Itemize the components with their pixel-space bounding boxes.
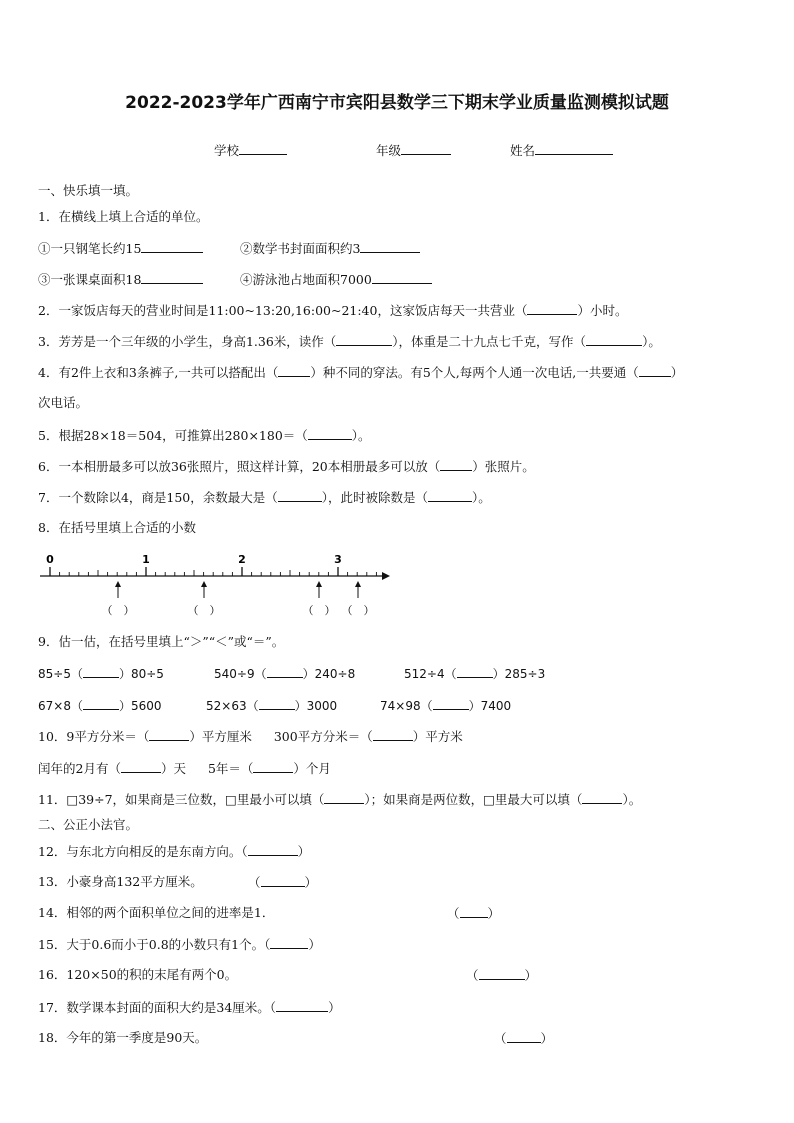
grade-field[interactable]	[376, 141, 451, 159]
arrow-4	[355, 581, 361, 598]
tick-label-3: 3	[334, 553, 342, 566]
q7-a: 7．一个数除以4，商是150，余数最大是（	[38, 490, 278, 505]
q4-b: ）种不同的穿法。有5个人,每两个人通一次电话,一共要通（	[310, 365, 639, 380]
q3-blank-1[interactable]	[336, 333, 392, 346]
q16-blank[interactable]	[479, 967, 525, 980]
q10-a: 10．9平方分米＝（	[38, 729, 150, 744]
q8-stem: 8．在括号里填上合适的小数	[38, 520, 196, 535]
q11-c: ）。	[622, 792, 642, 807]
q9-right: ）3000	[294, 699, 338, 713]
q11-blank-2[interactable]	[582, 791, 622, 804]
school-label: 学校	[214, 143, 240, 158]
name-field[interactable]	[510, 141, 613, 159]
q2-end: ）小时。	[577, 303, 628, 318]
q10-blank-3[interactable]	[121, 760, 161, 773]
q10-b: ）平方厘米	[189, 729, 252, 744]
q1-a: ①一只钢笔长约15	[38, 241, 142, 256]
q9-left: 52×63（	[206, 699, 259, 713]
q4-a: 4．有2件上衣和3条裤子,一共可以搭配出（	[38, 365, 279, 380]
q12-b: ）	[297, 844, 311, 859]
q15	[38, 936, 321, 953]
q5	[38, 427, 371, 444]
name-blank[interactable]	[535, 142, 613, 155]
q9-item	[404, 665, 545, 682]
q5-a: 5．根据28×18＝504，可推算出280×180＝（	[38, 428, 308, 443]
q10-f: ）天	[160, 761, 186, 776]
q14	[38, 905, 274, 921]
q6-blank[interactable]	[440, 458, 472, 471]
q9-left: 540÷9（	[214, 667, 267, 681]
q3-a: 3．芳芳是一个三年级的小学生，身高1.36米，读作（	[38, 334, 337, 349]
answer-paren-3[interactable]: （ ）	[302, 604, 336, 617]
q10-blank-1[interactable]	[149, 728, 189, 741]
arrow-3	[316, 581, 322, 598]
q10-blank-2[interactable]	[373, 728, 413, 741]
tick-label-2: 2	[238, 553, 246, 566]
q12-a: 12．与东北方向相反的是东南方向。（	[38, 844, 248, 859]
q1-c: ③一张课桌面积18	[38, 272, 142, 287]
q13-blank[interactable]	[261, 874, 305, 887]
q15-blank[interactable]	[270, 936, 308, 949]
q3-blank-2[interactable]	[586, 333, 642, 346]
q9-left: 67×8（	[38, 699, 83, 713]
q18-blank[interactable]	[507, 1030, 541, 1043]
q9-right: ）7400	[468, 699, 512, 713]
number-line-ticks	[50, 567, 376, 576]
q9-blank[interactable]	[83, 665, 119, 678]
answer-paren-4[interactable]: （ ）	[341, 604, 375, 617]
q9-blank[interactable]	[433, 697, 469, 710]
q9-right: ）240÷8	[302, 667, 356, 681]
q2-blank[interactable]	[527, 302, 577, 315]
q14-blank[interactable]	[460, 905, 488, 918]
q9-item	[206, 697, 337, 714]
q9-left: 85÷5（	[38, 667, 83, 681]
q7-b: ），此时被除数是（	[321, 490, 429, 505]
q7	[38, 489, 491, 506]
q15-a: 15．大于0.6而小于0.8的小数只有1个。（	[38, 937, 271, 952]
q1-d: ④游泳池占地面积7000	[240, 272, 372, 287]
q1-row-1	[38, 240, 203, 257]
q13	[38, 874, 203, 890]
q14-answer[interactable]: （ ）	[447, 906, 501, 921]
q3-c: ）。	[642, 334, 661, 349]
q4-tail: 次电话。	[38, 395, 89, 410]
q17-blank[interactable]	[276, 999, 328, 1012]
q9-item	[214, 665, 355, 682]
q9-right: ）5600	[118, 699, 162, 713]
section-2-heading: 二、公正小法官。	[38, 817, 139, 832]
q5-blank[interactable]	[308, 427, 352, 440]
q9-blank[interactable]	[259, 697, 295, 710]
q9-blank[interactable]	[267, 665, 303, 678]
q7-c: ）。	[472, 490, 491, 505]
q10-g: 5年＝（	[207, 761, 254, 776]
name-label: 姓名	[510, 143, 536, 158]
q3-b: ），体重是二十九点七千克，写作（	[392, 334, 587, 349]
q9-stem: 9．估一估，在括号里填上“＞”“＜”或“＝”。	[38, 634, 285, 649]
q4-blank-2[interactable]	[639, 364, 671, 377]
q16-a: 16．120×50的积的末尾有两个0。	[38, 967, 238, 982]
q1-stem: 1．在横线上填上合适的单位。	[38, 209, 209, 224]
q9-item	[380, 697, 511, 714]
q14-a: 14．相邻的两个面积单位之间的进率是1．	[38, 905, 275, 920]
q17-b: ）	[328, 1000, 341, 1015]
q5-b: ）。	[351, 428, 371, 443]
q9-right: ）80÷5	[118, 667, 164, 681]
arrow-1	[115, 581, 121, 598]
q12-blank[interactable]	[248, 843, 298, 856]
q9-left: 74×98（	[380, 699, 433, 713]
q3	[38, 333, 661, 350]
q10-row-1	[38, 728, 463, 745]
q1-a-blank[interactable]	[141, 240, 203, 253]
q9-item	[38, 665, 164, 682]
number-line	[36, 548, 396, 620]
q6-b: ）张照片。	[472, 459, 535, 474]
grade-blank[interactable]	[401, 142, 451, 155]
q9-blank[interactable]	[457, 665, 493, 678]
section-1-heading: 一、快乐填一填。	[38, 183, 139, 198]
q10-c: 300平方分米＝（	[273, 729, 373, 744]
answer-paren-1[interactable]: （ ）	[101, 604, 135, 617]
arrow-2	[201, 581, 207, 598]
q1-row-2	[38, 271, 203, 288]
school-blank[interactable]	[239, 142, 287, 155]
q9-blank[interactable]	[83, 697, 119, 710]
q1-d-blank[interactable]	[372, 271, 432, 284]
q15-b: ）	[308, 937, 321, 952]
q18-a: 18．今年的第一季度是90天。	[38, 1030, 208, 1045]
q4-c: ）	[670, 365, 684, 380]
q13-a: 13．小豪身高132平方厘米。	[38, 874, 203, 889]
q7-blank-2[interactable]	[428, 489, 472, 502]
q11-a: 11．□39÷7，如果商是三位数，□里最小可以填（	[38, 792, 325, 807]
q2	[38, 302, 627, 319]
q6	[38, 458, 535, 475]
school-field[interactable]	[214, 141, 287, 159]
q13-answer[interactable]: （ ）	[248, 875, 318, 890]
q16-answer[interactable]: （ ）	[466, 968, 538, 983]
q10-e: 闰年的2月有（	[38, 761, 121, 776]
q10-blank-4[interactable]	[253, 760, 293, 773]
q17	[38, 999, 341, 1016]
q2-text: 2．一家饭店每天的营业时间是11:00~13:20,16:00~21:40，这家饭店每天一共营业（	[38, 303, 528, 318]
q9-item	[38, 697, 162, 714]
q10-row-2	[38, 760, 331, 777]
q12	[38, 843, 310, 860]
q1-c-blank[interactable]	[141, 271, 203, 284]
number-line-arrowhead	[382, 572, 390, 580]
q16	[38, 967, 237, 983]
q17-a: 17．数学课本封面的面积大约是34厘米。（	[38, 1000, 277, 1015]
tick-label-1: 1	[142, 553, 150, 566]
q6-a: 6．一本相册最多可以放36张照片，照这样计算，20本相册最多可以放（	[38, 459, 441, 474]
tick-label-0: 0	[46, 553, 54, 566]
q11-b: ）；如果商是两位数，□里最大可以填（	[364, 792, 583, 807]
q9-left: 512÷4（	[404, 667, 457, 681]
answer-paren-2[interactable]: （ ）	[187, 604, 221, 617]
q4	[38, 364, 683, 381]
q11-blank-1[interactable]	[324, 791, 364, 804]
q10-d: ）平方米	[412, 729, 463, 744]
q1-row-1b	[240, 240, 420, 257]
grade-label: 年级	[376, 143, 402, 158]
q11	[38, 791, 641, 808]
q7-blank-1[interactable]	[278, 489, 322, 502]
q18-answer[interactable]: （ ）	[494, 1031, 554, 1046]
q18	[38, 1030, 207, 1046]
q1-b-blank[interactable]	[360, 240, 420, 253]
q4-blank-1[interactable]	[278, 364, 310, 377]
q1-row-2b	[240, 271, 432, 288]
q9-right: ）285÷3	[492, 667, 546, 681]
q1-b: ②数学书封面面积约3	[240, 241, 361, 256]
page-title: 2022-2023学年广西南宁市宾阳县数学三下期末学业质量监测模拟试题	[125, 93, 669, 113]
q10-h: ）个月	[293, 761, 331, 776]
